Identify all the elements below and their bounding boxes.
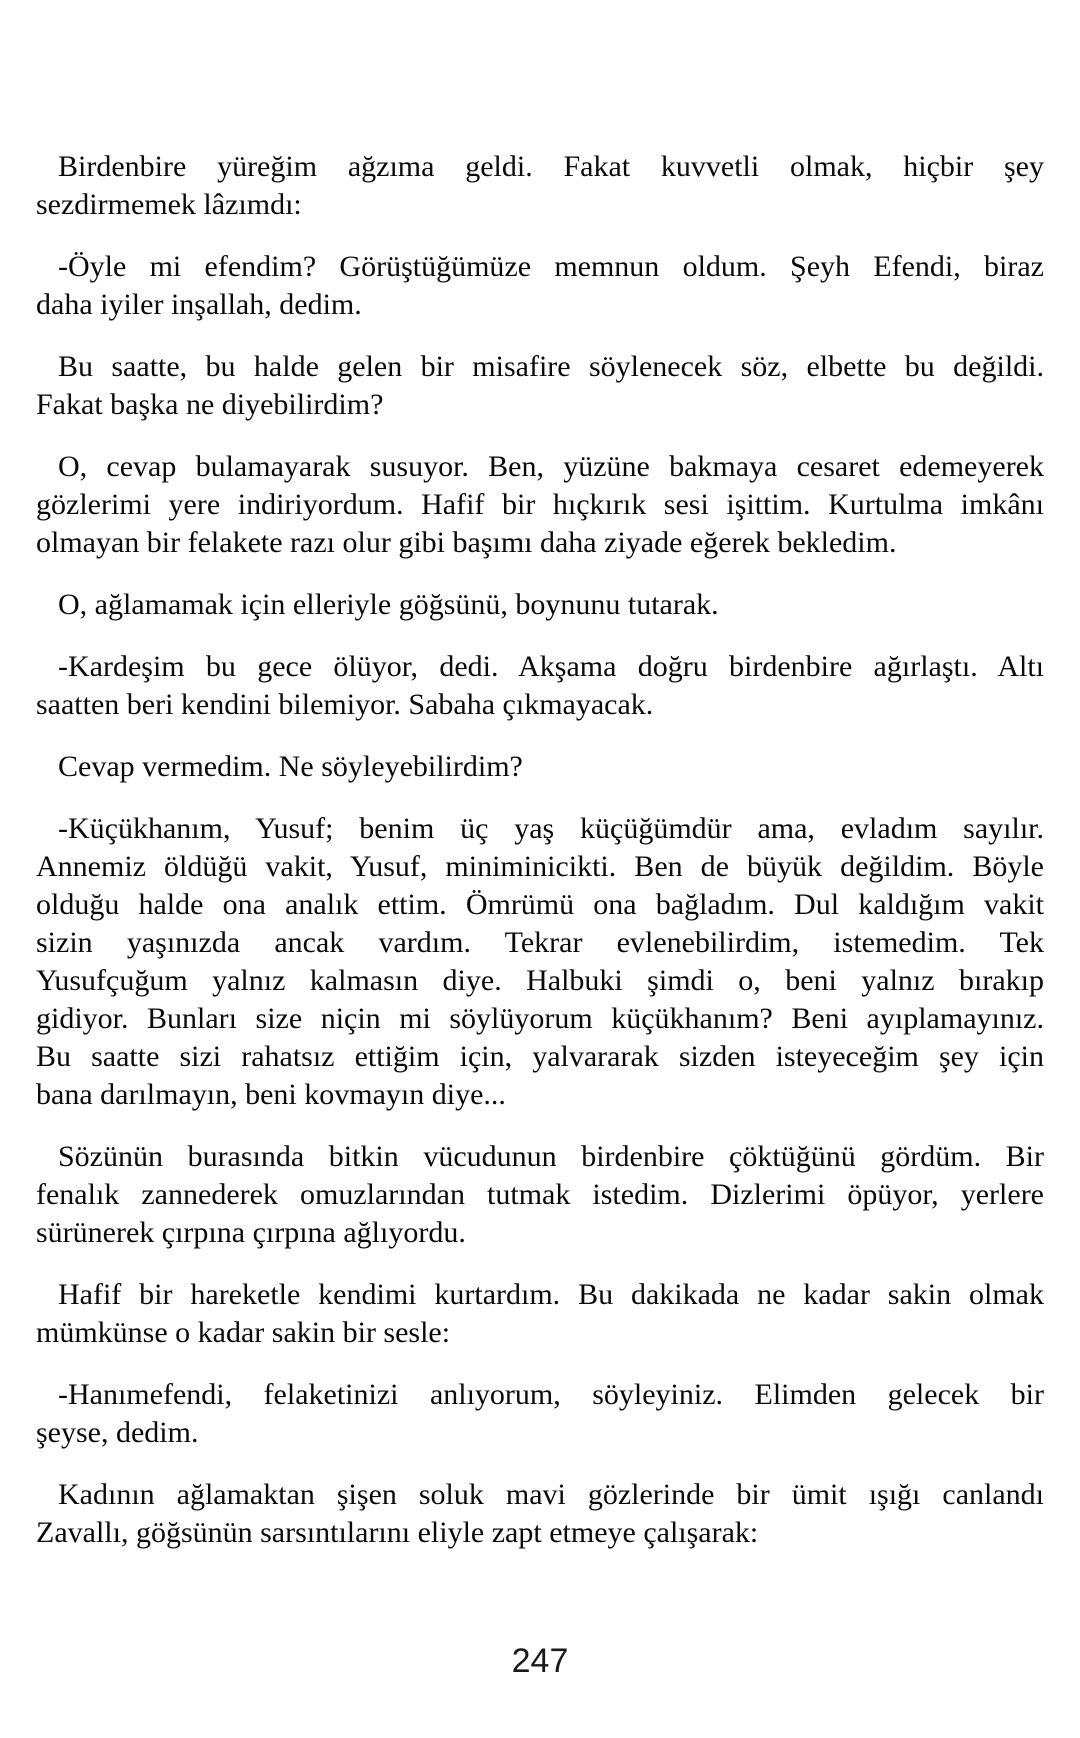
text-line: daha iyiler inşallah, dedim. — [36, 288, 362, 321]
text-line: O, cevap bulamayarak susuyor. Ben, yüzüne bakmaya cesaret edemeyerek — [58, 450, 1044, 483]
paragraph — [36, 1476, 1044, 1552]
page-number: 247 — [511, 1642, 569, 1680]
paragraph — [36, 448, 1044, 562]
text-line: -Kardeşim bu gece ölüyor, dedi. Akşama doğru birdenbire ağırlaştı. Altı — [58, 650, 1044, 683]
text-line: Zavallı, göğsünün sarsıntılarını eliyle zapt etmeye çalışarak: — [36, 1516, 759, 1549]
text-line: saatten beri kendini bilemiyor. Sabaha çıkmayacak. — [36, 688, 654, 721]
text-line: Fakat başka ne diyebilirdim? — [36, 388, 384, 421]
paragraph — [36, 148, 1044, 224]
text-line: Hafif bir hareketle kendimi kurtardım. Bu dakikada ne kadar sakin olmak — [58, 1278, 1044, 1311]
text-line: -Küçükhanım, Yusuf; benim üç yaş küçüğümdür ama, evladım sayılır. — [58, 812, 1044, 845]
text-line: Kadının ağlamaktan şişen soluk mavi gözlerinde bir ümit ışığı canlandı — [58, 1478, 1044, 1511]
paragraph — [36, 648, 1044, 724]
paragraph — [36, 348, 1044, 424]
text-line: Annemiz öldüğü vakit, Yusuf, miniminicikti. Ben de büyük değildim. Böyle — [36, 850, 1044, 883]
paragraph — [36, 248, 1044, 324]
text-line: -Öyle mi efendim? Görüştüğümüze memnun oldum. Şeyh Efendi, biraz — [58, 250, 1044, 283]
text-line: sezdirmemek lâzımdı: — [36, 188, 302, 221]
text-line: gözlerimi yere indiriyordum. Hafif bir hıçkırık sesi işittim. Kurtulma imkânı — [36, 488, 1044, 521]
text-line: bana darılmayın, beni kovmayın diye... — [36, 1078, 506, 1111]
text-line: Birdenbire yüreğim ağzıma geldi. Fakat kuvvetli olmak, hiçbir şey — [58, 150, 1044, 183]
text-line: fenalık zannederek omuzlarından tutmak istedim. Dizlerimi öpüyor, yerlere — [36, 1178, 1044, 1211]
paragraph — [36, 1276, 1044, 1352]
text-line: mümkünse o kadar sakin bir sesle: — [36, 1316, 451, 1349]
paragraph — [36, 586, 1044, 624]
paragraph — [36, 810, 1044, 1114]
text-line: -Hanımefendi, felaketinizi anlıyorum, söyleyiniz. Elimden gelecek bir — [58, 1378, 1044, 1411]
text-line: Sözünün burasında bitkin vücudunun birdenbire çöktüğünü gördüm. Bir — [58, 1140, 1044, 1173]
text-line: Bu saatte sizi rahatsız ettiğim için, yalvararak sizden isteyeceğim şey için — [36, 1040, 1044, 1073]
text-line: olmayan bir felakete razı olur gibi başımı daha ziyade eğerek bekledim. — [36, 526, 897, 559]
text-line: gidiyor. Bunları size niçin mi söylüyorum küçükhanım? Beni ayıplamayınız. — [36, 1002, 1044, 1035]
text-line: Yusufçuğum yalnız kalmasın diye. Halbuki şimdi o, beni yalnız bırakıp — [36, 964, 1044, 997]
paragraph — [36, 748, 1044, 786]
text-line: Cevap vermedim. Ne söyleyebilirdim? — [58, 750, 523, 783]
text-line: sürünerek çırpına çırpına ağlıyordu. — [36, 1216, 466, 1249]
text-line: sizin yaşınızda ancak vardım. Tekrar evlenebilirdim, istemedim. Tek — [36, 926, 1044, 959]
text-line: şeyse, dedim. — [36, 1416, 199, 1449]
text-line: Bu saatte, bu halde gelen bir misafire söylenecek söz, elbette bu değildi. — [58, 350, 1044, 383]
text-line: O, ağlamamak için elleriyle göğsünü, boynunu tutarak. — [58, 588, 719, 621]
paragraph — [36, 1376, 1044, 1452]
page-text — [36, 148, 1044, 1576]
paragraph — [36, 1138, 1044, 1252]
text-line: olduğu halde ona analık ettim. Ömrümü ona bağladım. Dul kaldığım vakit — [36, 888, 1044, 921]
